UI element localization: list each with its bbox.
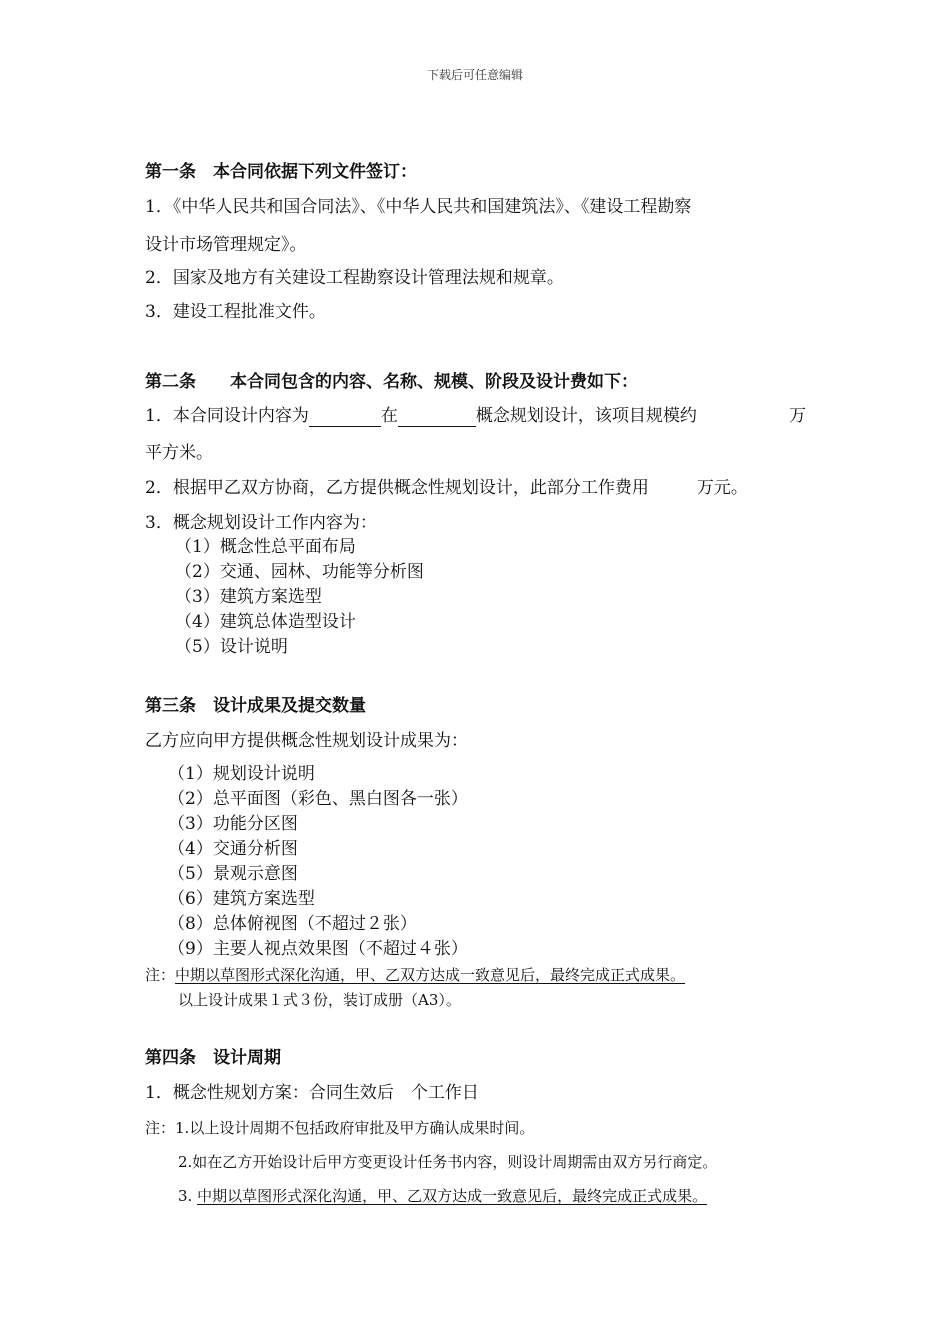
article-2-title: 第二条 本合同包含的内容、名称、规模、阶段及设计费如下： bbox=[145, 372, 638, 392]
article-3-note-prefix: 注： bbox=[145, 966, 176, 984]
article-3-item: （4）交通分析图 bbox=[168, 839, 298, 859]
article-4-note-prefix: 注： bbox=[145, 1119, 176, 1137]
article-2-item-2-part-b: 万元。 bbox=[696, 478, 748, 498]
article-2-subitem: （4）建筑总体造型设计 bbox=[175, 612, 356, 632]
article-3-item: （2）总平面图（彩色、黑白图各一张） bbox=[168, 789, 468, 809]
article-2-subitem: （2）交通、园林、功能等分析图 bbox=[175, 562, 424, 582]
article-2-item-1 bbox=[145, 405, 697, 427]
article-2-item-1-unit: 万 bbox=[789, 406, 806, 426]
header-note: 下载后可任意编辑 bbox=[426, 68, 523, 82]
article-3-item: （8）总体俯视图（不超过２张） bbox=[168, 914, 417, 934]
article-2-subitem: （3）建筑方案选型 bbox=[175, 587, 322, 607]
article-4-note-1 bbox=[145, 1117, 534, 1139]
article-1-item-2: 2．国家及地方有关建设工程勘察设计管理法规和规章。 bbox=[145, 268, 564, 288]
article-2-subitem: （1）概念性总平面布局 bbox=[175, 537, 356, 557]
article-2-item-3: 3．概念规划设计工作内容为： bbox=[145, 513, 377, 533]
article-1-item-1-line-1: 1．《中华人民共和国合同法》、《中华人民共和国建筑法》、《建设工程勘察 bbox=[145, 197, 692, 217]
article-3-intro: 乙方应向甲方提供概念性规划设计成果为： bbox=[145, 731, 468, 751]
article-2-item-1-part-c: 概念规划设计，该项目规模约 bbox=[475, 406, 697, 426]
article-4-note-3-text: 中期以草图形式深化沟通，甲、乙双方达成一致意见后，最终完成正式成果。 bbox=[197, 1187, 708, 1205]
article-3-item: （1）规划设计说明 bbox=[168, 764, 315, 784]
article-2-subitem: （5）设计说明 bbox=[175, 637, 288, 657]
location-blank[interactable] bbox=[398, 408, 476, 427]
article-3-note bbox=[145, 964, 685, 986]
article-2-item-1-part-b: 在 bbox=[380, 406, 398, 426]
article-3-item: （6）建筑方案选型 bbox=[168, 889, 315, 909]
article-3-item: （5）景观示意图 bbox=[168, 864, 298, 884]
article-3-item: （9）主要人视点效果图（不超过４张） bbox=[168, 939, 468, 959]
article-2-item-1-line-2: 平方米。 bbox=[145, 443, 213, 463]
article-2-item-1-part-a: 1．本合同设计内容为 bbox=[145, 406, 309, 426]
article-4-note-1-text: 1.以上设计周期不包括政府审批及甲方确认成果时间。 bbox=[175, 1119, 535, 1137]
design-content-blank[interactable] bbox=[309, 408, 381, 427]
article-4-note-3 bbox=[178, 1185, 707, 1207]
article-3-note-text: 中期以草图形式深化沟通，甲、乙双方达成一致意见后，最终完成正式成果。 bbox=[175, 966, 686, 984]
article-1-item-1-line-2: 设计市场管理规定》。 bbox=[145, 235, 307, 255]
article-3-note-2: 以上设计成果１式３份，装订成册（A3）。 bbox=[178, 991, 461, 1009]
article-2-item-2 bbox=[145, 477, 748, 499]
article-4-item-1: 1．概念性规划方案：合同生效后 个工作日 bbox=[145, 1083, 479, 1103]
article-1-item-3: 3．建设工程批准文件。 bbox=[145, 302, 326, 322]
article-1-title: 第一条 本合同依据下列文件签订： bbox=[145, 162, 417, 182]
article-3-title: 第三条 设计成果及提交数量 bbox=[145, 696, 366, 716]
article-4-note-3-number: 3. bbox=[178, 1187, 193, 1205]
article-3-item: （3）功能分区图 bbox=[168, 814, 298, 834]
article-4-note-2: 2.如在乙方开始设计后甲方变更设计任务书内容，则设计周期需由双方另行商定。 bbox=[178, 1153, 718, 1171]
article-2-item-2-part-a: 2．根据甲乙双方协商，乙方提供概念性规划设计，此部分工作费用 bbox=[145, 478, 649, 498]
article-4-title: 第四条 设计周期 bbox=[145, 1048, 281, 1068]
